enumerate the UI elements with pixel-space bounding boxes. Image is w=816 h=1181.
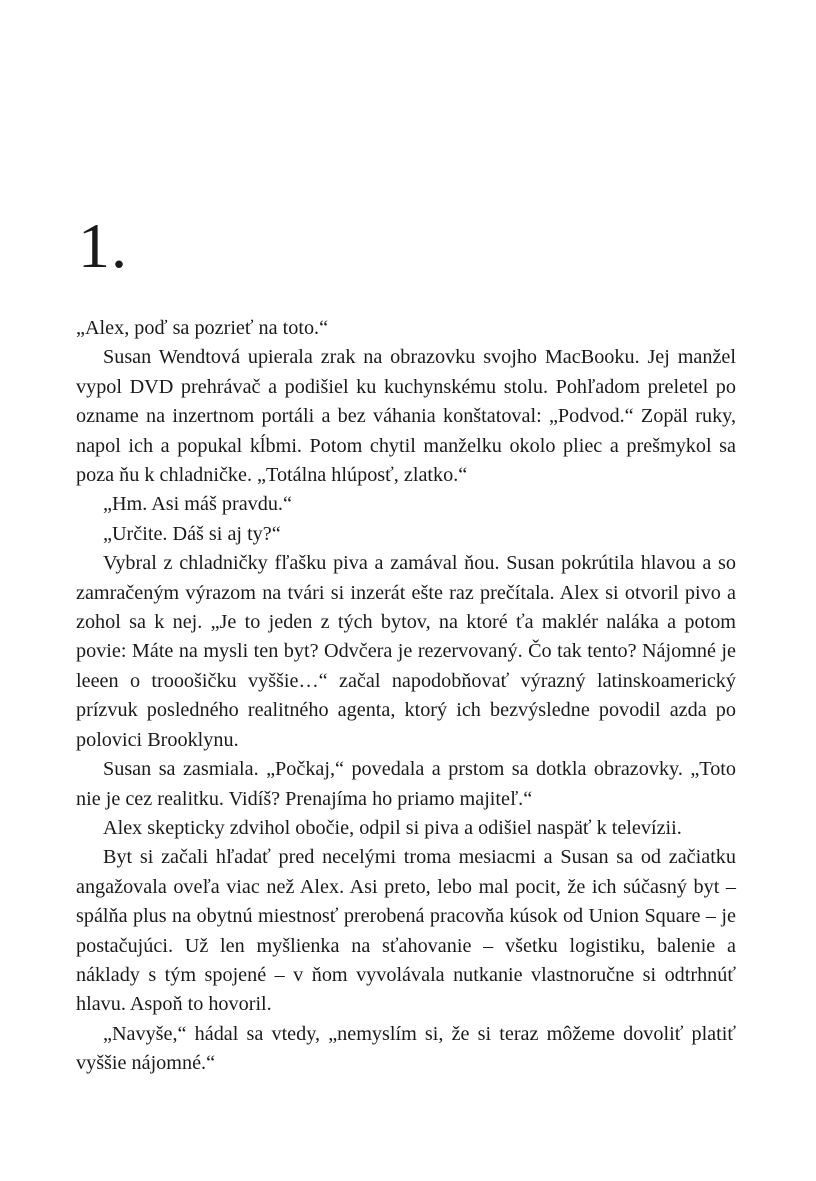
paragraph: Vybral z chladničky fľašku piva a zamával ňou. Susan pokrútila hlavou a so zamračeným výrazom na tvári si inzerát ešte raz prečítala. Alex si otvoril pivo a zohol sa k nej. „Je to jeden z tých bytov, na ktoré ťa maklér naláka a potom povie: Máte na mysli ten byt? Odvčera je rezervovaný. Čo tak tento? Nájomné je leeen o trooošičku vyššie…“ začal napodobňovať výrazný latinskoamerický prízvuk posledného realitného agenta, ktorý ich bezvýsledne povodil azda po polovici Brooklynu. — [76, 552, 736, 751]
chapter-body — [76, 314, 736, 1079]
paragraph: „Určite. Dáš si aj ty?“ — [103, 522, 281, 545]
paragraph: „Hm. Asi máš pravdu.“ — [103, 493, 292, 516]
paragraph: Byt si začali hľadať pred necelými troma mesiacmi a Susan sa od začiatku angažovala oveľa viac než Alex. Asi preto, lebo mal pocit, že ich súčasný byt – spálňa plus na obytnú miestnosť prerobená pracovňa kúsok od Union Square – je postačujúci. Už len myšlienka na sťahovanie – všetku logistiku, balenie a náklady s tým spojené – v ňom vyvolávala nutkanie vlastnoručne si odtrhnúť hlavu. Aspoň to hovoril. — [76, 846, 736, 1016]
paragraph: „Navyše,“ hádal sa vtedy, „nemyslím si, že si teraz môžeme dovoliť platiť vyššie nájomné.“ — [76, 1022, 736, 1075]
paragraph: Susan sa zasmiala. „Počkaj,“ povedala a prstom sa dotkla obrazovky. „Toto nie je cez realitku. Vidíš? Prenajíma ho priamo majiteľ.“ — [76, 758, 736, 810]
paragraph: Susan Wendtová upierala zrak na obrazovku svojho MacBooku. Jej manžel vypol DVD prehrávač a podišiel ku kuchynskému stolu. Pohľadom preletel po ozname na inzertnom portáli a bez váhania konštatoval: „Podvod.“ Zopäl ruky, napol ich a popukal kĺbmi. Potom chytil manželku okolo pliec a prešmykol sa poza ňu k chladničke. „Totálna hlúposť, zlatko.“ — [76, 346, 736, 487]
chapter-number: 1. — [78, 210, 128, 281]
paragraph: „Alex, poď sa pozrieť na toto.“ — [76, 317, 329, 339]
paragraph: Alex skepticky zdvihol obočie, odpil si piva a odišiel naspäť k televízii. — [103, 816, 682, 839]
